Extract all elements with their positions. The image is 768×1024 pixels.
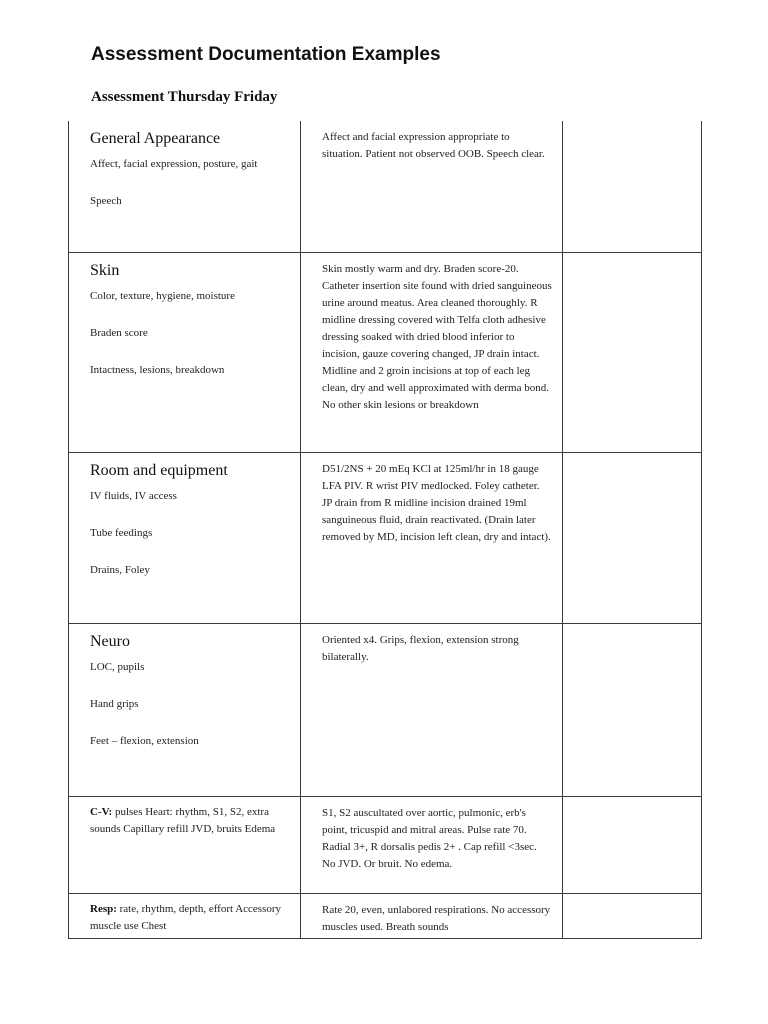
category-title: C-V: — [90, 806, 113, 818]
category-item: Speech — [90, 195, 122, 207]
category-item: Drains, Foley — [90, 564, 150, 576]
empty-cell — [563, 894, 702, 939]
assessment-table — [68, 121, 702, 939]
category-title: Neuro — [90, 633, 130, 650]
category-item: Intactness, lesions, breakdown — [90, 364, 225, 376]
document-subtitle: Assessment Thursday Friday — [91, 89, 278, 105]
note-cell — [301, 253, 563, 453]
note-cell — [301, 453, 563, 624]
category-title: Resp: — [90, 903, 117, 915]
assessment-note: D51/2NS + 20 mEq KCl at 125ml/hr in 18 gauge LFA PIV. R wrist PIV medlocked. Foley catheter. JP drain from R midline incision drained 19ml sanguineous fluid, drain reactivated. (Drain later removed by MD, incision left clean, dry and intact). — [322, 463, 551, 543]
category-title: General Appearance — [90, 130, 221, 147]
category-item: Hand grips — [90, 698, 139, 710]
table-row — [69, 624, 702, 797]
category-item: Color, texture, hygiene, moisture — [90, 290, 235, 302]
category-item: Feet – flexion, extension — [90, 735, 199, 747]
note-cell — [301, 624, 563, 797]
category-item: Affect, facial expression, posture, gait — [90, 158, 258, 170]
table-row — [69, 797, 702, 894]
table-row — [69, 253, 702, 453]
category-cell — [69, 624, 301, 797]
assessment-note: Skin mostly warm and dry. Braden score-20. Catheter insertion site found with dried sanguineous urine around meatus. Area cleaned thoroughly. R midline dressing covered with Telfa cloth adhesive dressing soaked with dried blood inferior to incision, gauze covering changed, JP drain intact. Midline and 2 groin incisions at top of each leg clean, dry and well approximated with derma bond. No other skin lesions or breakdown — [322, 263, 552, 411]
category-item: LOC, pupils — [90, 661, 145, 673]
table-row — [69, 894, 702, 939]
category-cell — [69, 253, 301, 453]
category-title: Room and equipment — [90, 462, 228, 479]
category-items-text: rate, rhythm, depth, effort Accessory muscle use Chest — [90, 903, 282, 932]
document-title: Assessment Documentation Examples — [91, 44, 441, 65]
category-cell — [69, 797, 301, 894]
assessment-note: Oriented x4. Grips, flexion, extension strong bilaterally. — [322, 634, 519, 663]
assessment-note: Affect and facial expression appropriate to situation. Patient not observed OOB. Speech clear. — [322, 131, 545, 160]
empty-cell — [563, 453, 702, 624]
note-cell — [301, 121, 563, 253]
category-cell — [69, 121, 301, 253]
empty-cell — [563, 253, 702, 453]
table-row — [69, 121, 702, 253]
note-cell — [301, 894, 563, 939]
table-row — [69, 453, 702, 624]
empty-cell — [563, 797, 702, 894]
assessment-note: Rate 20, even, unlabored respirations. No accessory muscles used. Breath sounds — [322, 904, 551, 933]
assessment-note: S1, S2 auscultated over aortic, pulmonic, erb's point, tricuspid and mitral areas. Pulse rate 70. Radial 3+, R dorsalis pedis 2+ . Cap refill <3sec. No JVD. Or bruit. No edema. — [322, 807, 537, 870]
category-title: Skin — [90, 262, 120, 279]
category-item: Tube feedings — [90, 527, 153, 539]
empty-cell — [563, 624, 702, 797]
empty-cell — [563, 121, 702, 253]
note-cell — [301, 797, 563, 894]
category-item: Braden score — [90, 327, 148, 339]
category-cell — [69, 894, 301, 939]
category-items-text: pulses Heart: rhythm, S1, S2, extra sounds Capillary refill JVD, bruits Edema — [90, 806, 276, 835]
category-cell — [69, 453, 301, 624]
category-item: IV fluids, IV access — [90, 490, 177, 502]
